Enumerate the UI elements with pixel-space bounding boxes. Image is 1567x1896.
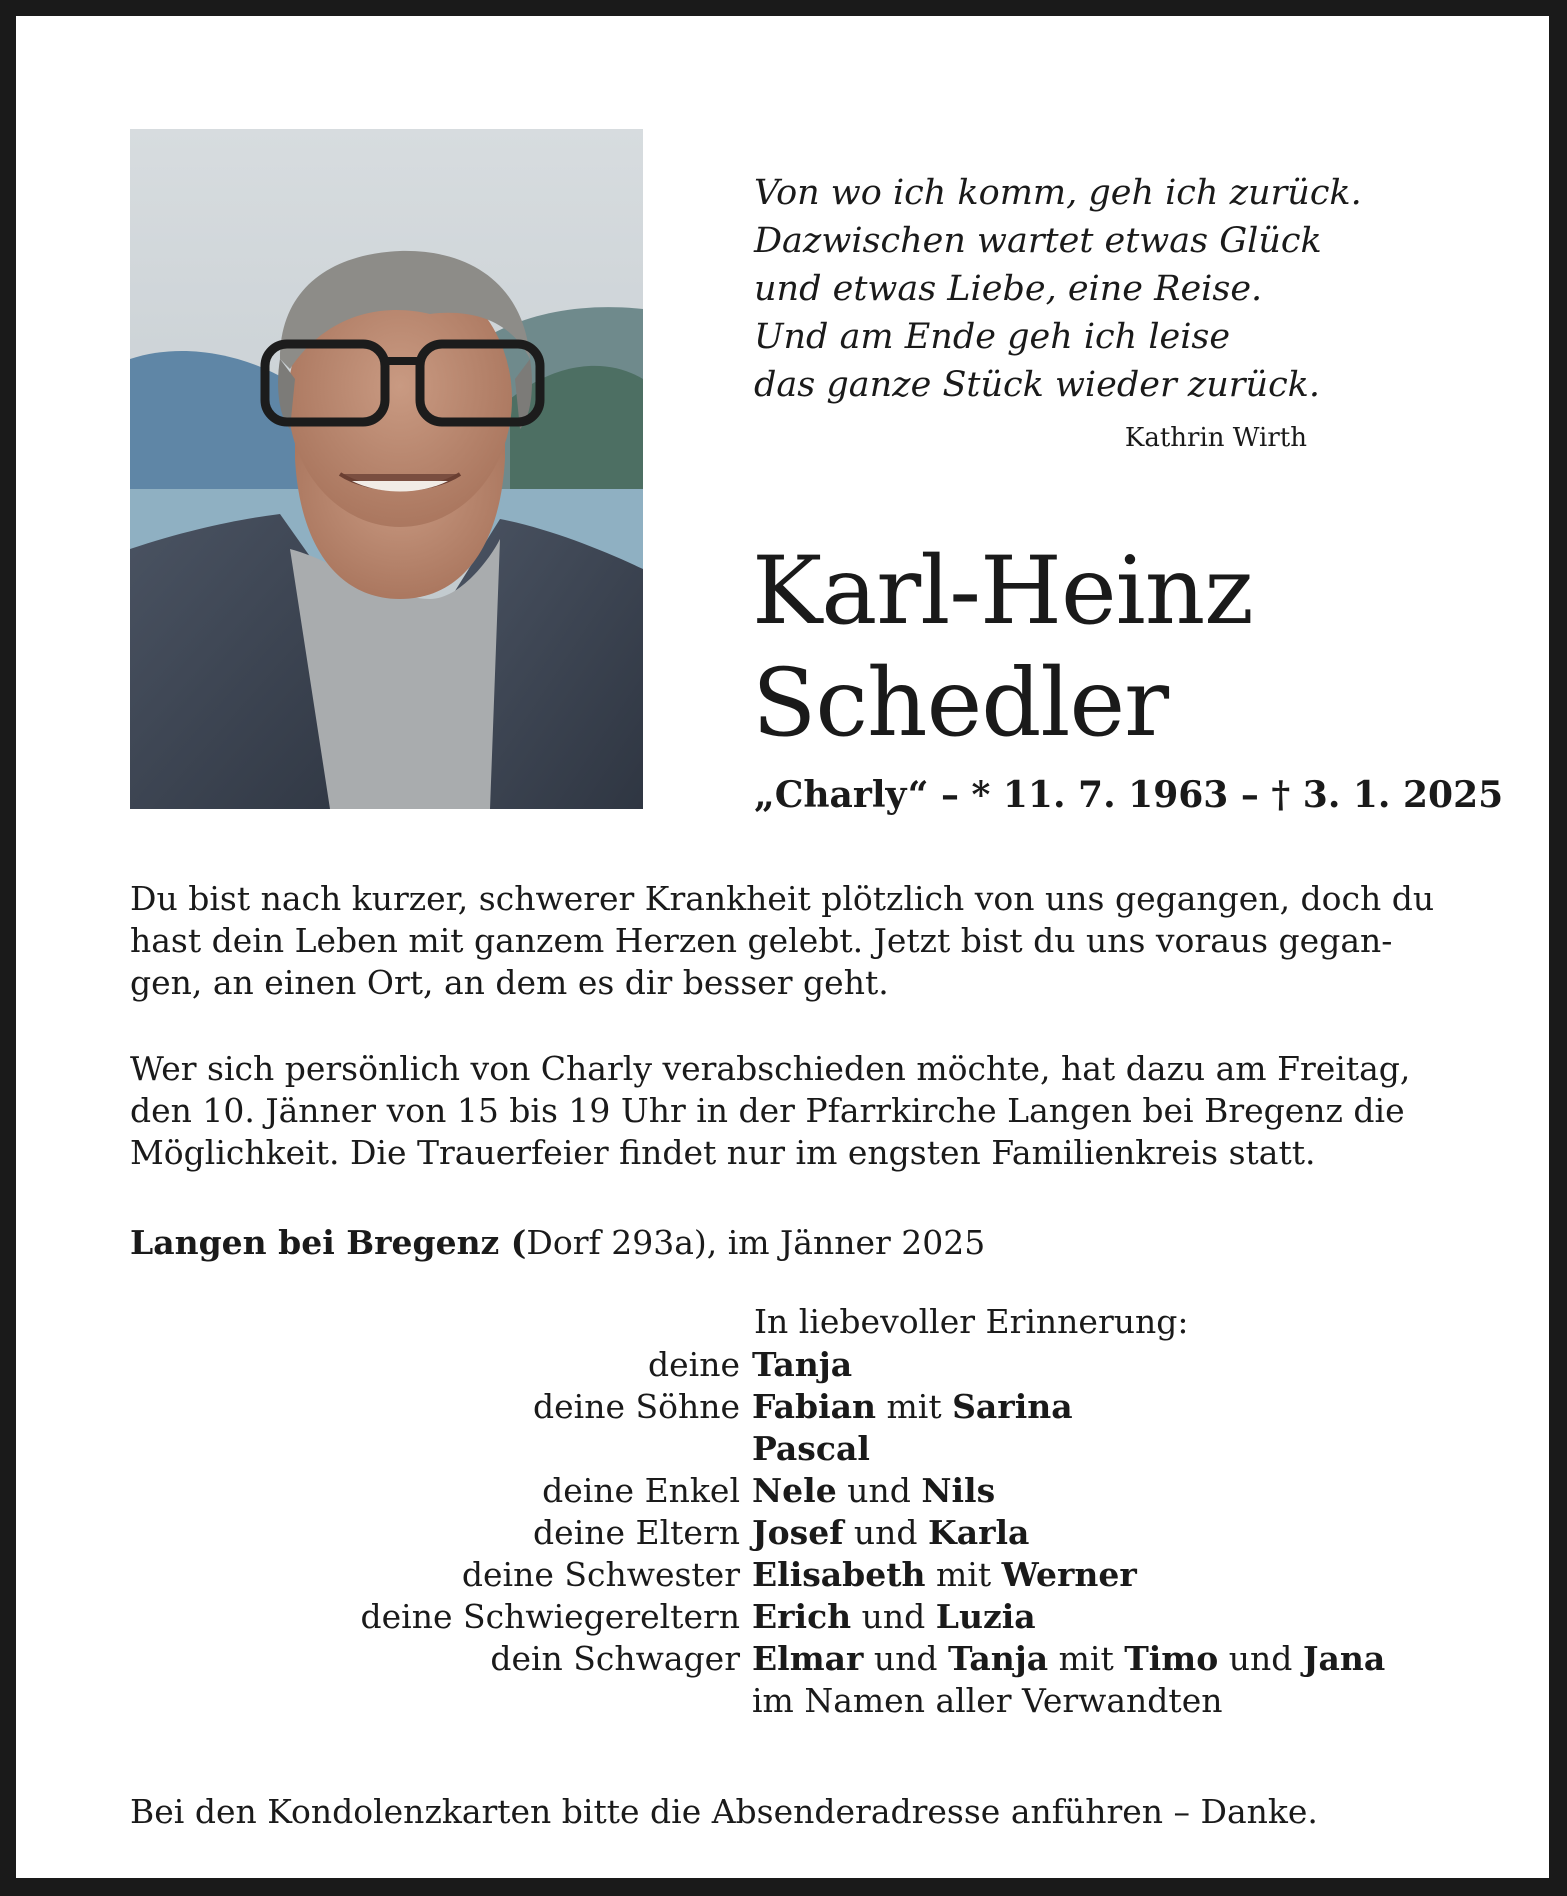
mourner-relation: deine Eltern [533,1513,740,1552]
mourner-names [752,1554,1137,1596]
mourner-name: Jana [1302,1639,1386,1678]
mourner-names [752,1680,1222,1722]
mourner-connector: mit [876,1387,953,1426]
mourner-row [116,1470,1436,1512]
paragraph-illness [130,878,1455,1004]
mourner-name: Tanja [948,1639,1049,1678]
mourner-names [752,1596,1036,1638]
mourner-connector: mit [1048,1639,1125,1678]
mourner-row [116,1344,1436,1386]
mourner-relation: dein Schwager [490,1639,740,1678]
mourner-relation: deine Schwiegereltern [360,1597,740,1636]
portrait-image [130,129,643,809]
mourner-names [752,1638,1385,1680]
first-name: Karl-Heinz [752,537,1253,646]
mourner-name: Fabian [752,1387,876,1426]
mourner-relation: deine [648,1345,740,1384]
mourner-relation: deine Schwester [461,1555,740,1594]
mourner-name: Pascal [752,1429,870,1468]
deceased-name [752,536,1253,760]
mourner-connector: und [1218,1639,1303,1678]
paragraph-line: Möglichkeit. Die Trauerfeier findet nur im engsten Familienkreis statt. [130,1133,1316,1172]
poem-line: Von wo ich komm, geh ich zurück. [754,173,1362,213]
mourner-names [752,1512,1029,1554]
place-rest: Dorf 293a), im Jänner 2025 [526,1223,986,1262]
mourner-name: Nele [752,1471,837,1510]
mourner-name: Karla [928,1513,1030,1552]
place-town: Langen bei Bregenz ( [130,1223,527,1262]
mourner-names [752,1344,852,1386]
mourner-name: Luzia [935,1597,1036,1636]
mourner-names [752,1386,1073,1428]
mourner-relation: deine Söhne [533,1387,740,1426]
paragraph-farewell [130,1048,1455,1174]
poem [754,169,1374,409]
mourner-connector: und [851,1597,936,1636]
paragraph-line: gen, an einen Ort, an dem es dir besser geht. [130,963,889,1002]
mourner-name: Timo [1124,1639,1219,1678]
mourner-name: Elmar [752,1639,864,1678]
poem-line: das ganze Stück wieder zurück. [754,365,1320,405]
mourner-relation [116,1428,752,1470]
poem-line: Dazwischen wartet etwas Glück [754,221,1322,261]
mourner-names [752,1428,870,1470]
obituary-page [16,16,1549,1878]
mourner-name: Sarina [952,1387,1073,1426]
mourner-row [116,1554,1436,1596]
mourner-connector: und [863,1639,948,1678]
mourner-relation [116,1680,752,1722]
mourner-connector: im Namen aller Verwandten [752,1681,1223,1720]
place-and-date [130,1223,985,1262]
mourner-connector: und [843,1513,929,1552]
mourner-name: Erich [752,1597,852,1636]
nickname-and-dates: „Charly“ – * 11. 7. 1963 – † 3. 1. 2025 [754,774,1504,816]
mourner-row [116,1680,1436,1722]
mourner-connector: und [836,1471,922,1510]
mourners-list [116,1344,1436,1722]
memory-heading: In liebevoller Erinnerung: [754,1302,1189,1341]
poem-line: Und am Ende geh ich leise [754,317,1231,357]
mourner-row [116,1638,1436,1680]
paragraph-line: hast dein Leben mit ganzem Herzen gelebt. Jetzt bist du uns voraus gegan- [130,921,1393,960]
paragraph-line: Du bist nach kurzer, schwerer Krankheit plötzlich von uns gegangen, doch du [130,879,1435,918]
poem-author: Kathrin Wirth [1124,423,1307,453]
paragraph-line: Wer sich persönlich von Charly verabschieden möchte, hat dazu am Freitag, [130,1049,1411,1088]
last-name: Schedler [752,649,1169,758]
mourner-row [116,1512,1436,1554]
mourner-row [116,1596,1436,1638]
poem-line: und etwas Liebe, eine Reise. [754,269,1263,309]
mourner-name: Tanja [752,1345,853,1384]
portrait-photo [130,129,643,809]
mourner-name: Nils [921,1471,996,1510]
footer-note: Bei den Kondolenzkarten bitte die Absenderadresse anführen – Danke. [130,1792,1318,1831]
mourner-row [116,1428,1436,1470]
mourner-relation: deine Enkel [542,1471,740,1510]
mourner-name: Elisabeth [752,1555,926,1594]
mourner-row [116,1386,1436,1428]
mourner-name: Werner [1001,1555,1137,1594]
mourner-connector: mit [925,1555,1002,1594]
paragraph-line: den 10. Jänner von 15 bis 19 Uhr in der Pfarrkirche Langen bei Bregenz die [130,1091,1405,1130]
mourner-name: Josef [752,1513,844,1552]
mourner-names [752,1470,995,1512]
